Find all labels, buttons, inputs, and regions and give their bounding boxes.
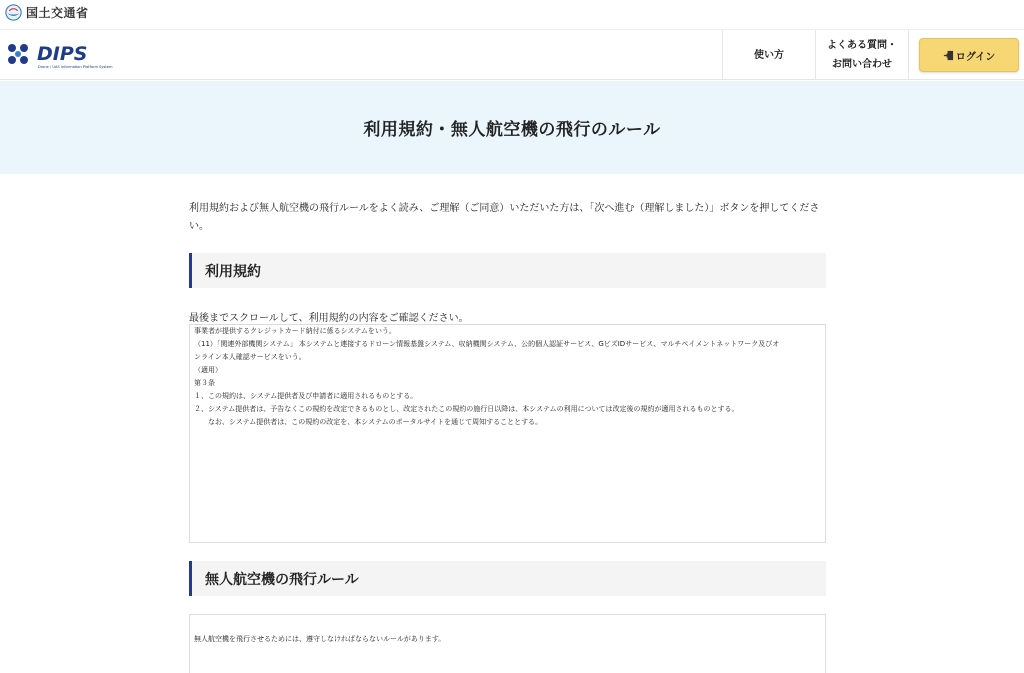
dips-logo-text: DIPS xyxy=(37,43,88,65)
terms-line: ンライン本人確認サービスをいう。 xyxy=(194,353,306,361)
terms-heading-label: 利用規約 xyxy=(205,263,261,280)
page-title: 利用規約・無人航空機の飛行のルール xyxy=(363,120,661,140)
terms-line: （適用） xyxy=(194,366,222,374)
dips-logo[interactable] xyxy=(4,38,134,72)
ministry-emblem-icon xyxy=(5,4,22,21)
rules-heading-label: 無人航空機の飛行ルール xyxy=(205,571,359,588)
rules-box[interactable] xyxy=(189,614,826,673)
rules-text: 無人航空機を飛行させるためには、遵守しなければならないルールがあります。 xyxy=(194,635,446,643)
terms-heading xyxy=(189,253,826,288)
nav-faq-label-1: よくある質問・ xyxy=(827,40,897,51)
nav-usage-link[interactable] xyxy=(722,30,815,80)
login-label: ログイン xyxy=(955,51,996,63)
site-header xyxy=(0,30,1024,80)
ministry-logo[interactable] xyxy=(5,4,89,21)
page-hero xyxy=(0,81,1024,174)
terms-scroll-note: 最後までスクロールして、利用規約の内容をご確認ください。 xyxy=(189,313,469,324)
ministry-bar xyxy=(0,0,1024,30)
login-button[interactable] xyxy=(919,38,1019,72)
terms-line: なお、システム提供者は、この規約の改定を、本システムのポータルサイトを通じて周知することとする。 xyxy=(194,418,543,426)
nav-faq-label-2: お問い合わせ xyxy=(832,59,892,70)
terms-line: 事業者が提供するクレジットカード納付に係るシステムをいう。 xyxy=(194,327,396,335)
terms-line: （11）「関連外部機関システム」 本システムと連接するドローン情報基盤システム、収納機関システム、公的個人認証サービス、GビズIDサービス、マルチペイメントネットワーク及びオ xyxy=(194,340,780,348)
dips-logo-subtitle: Drone / UAS Information Platform System xyxy=(38,65,113,69)
nav-usage-label: 使い方 xyxy=(754,49,784,61)
login-door-icon xyxy=(943,50,954,61)
rules-heading xyxy=(189,561,826,596)
dips-emblem-icon xyxy=(8,44,28,64)
nav-faq-link[interactable] xyxy=(815,30,908,80)
ministry-name: 国土交通省 xyxy=(26,6,89,20)
intro-text: 利用規約および無人航空機の飛行ルールをよく読み、ご理解（ご同意）いただいた方は、「次へ進む（理解しました）」ボタンを押してください。 xyxy=(189,203,820,232)
terms-line: ２、システム提供者は、予告なくこの規約を改定できるものとし、改定されたこの規約の施行日以降は、本システムの利用については改定後の規約が適用されるものとする。 xyxy=(194,405,739,413)
terms-line: 第３条 xyxy=(194,379,215,387)
terms-line: １、この規約は、システム提供者及び申請者に適用されるものとする。 xyxy=(194,392,418,400)
terms-scroll-box[interactable] xyxy=(189,324,826,543)
